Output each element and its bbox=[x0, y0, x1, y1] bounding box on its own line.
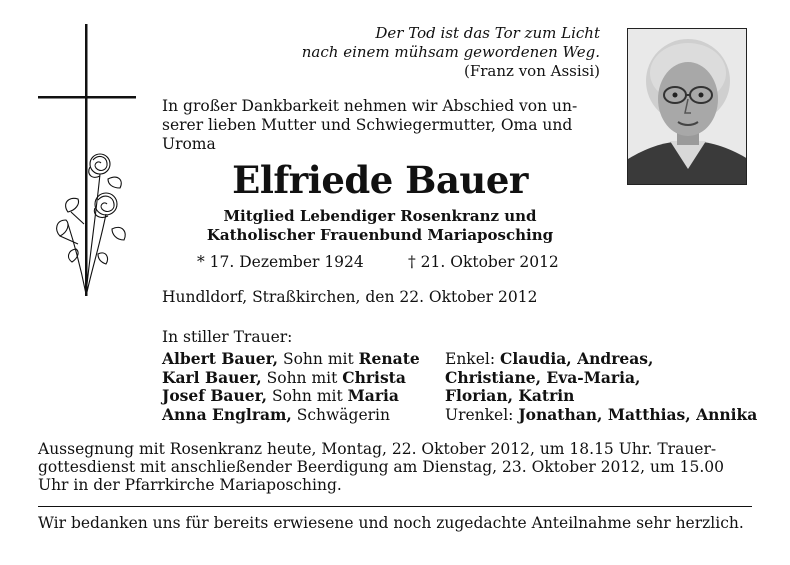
enkel-names: Claudia, Andreas, bbox=[499, 349, 654, 368]
death-date: † 21. Oktober 2012 bbox=[408, 253, 559, 271]
epigraph-quote bbox=[200, 24, 600, 81]
enkel-label: Enkel: bbox=[445, 350, 500, 368]
cross-with-roses-icon bbox=[38, 24, 158, 304]
intro-line-2: serer lieben Mutter und Schwiegermutter, Oma und bbox=[162, 116, 573, 134]
family-list-children bbox=[162, 350, 420, 424]
list-item bbox=[162, 369, 420, 388]
funeral-line-3: Uhr in der Pfarrkirche Mariaposching. bbox=[38, 476, 342, 494]
funeral-line-1: Aussegnung mit Rosenkranz heute, Montag, 22. Oktober 2012, um 18.15 Uhr. Trauer- bbox=[38, 440, 717, 458]
divider bbox=[38, 506, 752, 507]
list-item bbox=[445, 350, 757, 369]
list-item bbox=[445, 406, 757, 425]
family-list-grandchildren bbox=[445, 350, 757, 424]
family-relation: Sohn mit bbox=[278, 350, 359, 368]
urenkel-label: Urenkel: bbox=[445, 405, 519, 424]
membership-text bbox=[160, 207, 600, 245]
enkel-names: Florian, Katrin bbox=[445, 386, 575, 405]
family-partner: Renate bbox=[358, 349, 420, 368]
intro-text bbox=[162, 97, 602, 154]
family-relation: Sohn mit bbox=[261, 368, 343, 387]
list-item bbox=[162, 406, 420, 425]
family-name: Anna Englram, bbox=[162, 404, 292, 424]
membership-line-1: Mitglied Lebendiger Rosenkranz und bbox=[223, 207, 537, 225]
mourning-label: In stiller Trauer: bbox=[162, 328, 293, 346]
funeral-info bbox=[38, 440, 758, 494]
family-name: Albert Bauer, bbox=[162, 349, 279, 368]
quote-line-1: Der Tod ist das Tor zum Licht bbox=[375, 24, 600, 42]
family-name: Karl Bauer, bbox=[162, 367, 262, 387]
urenkel-names: Jonathan, Matthias, Annika bbox=[518, 404, 758, 424]
family-relation: Sohn mit bbox=[267, 387, 348, 405]
list-item bbox=[162, 387, 420, 406]
portrait-photo bbox=[627, 28, 747, 185]
thanks-text: Wir bedanken uns für bereits erwiesene und noch zugedachte Anteilnahme sehr herzlich. bbox=[38, 514, 744, 532]
intro-line-1: In großer Dankbarkeit nehmen wir Abschied von un- bbox=[162, 97, 578, 115]
family-partner: Christa bbox=[342, 367, 406, 387]
family-name: Josef Bauer, bbox=[162, 386, 268, 405]
family-partner: Maria bbox=[347, 386, 399, 405]
intro-line-3: Uroma bbox=[162, 135, 216, 153]
portrait-image-icon bbox=[628, 29, 747, 185]
family-relation: Schwägerin bbox=[291, 405, 390, 424]
list-item bbox=[445, 369, 757, 388]
list-item bbox=[162, 350, 420, 369]
place-and-date: Hundldorf, Straßkirchen, den 22. Oktober 2012 bbox=[162, 288, 538, 306]
birth-date: * 17. Dezember 1924 bbox=[197, 253, 364, 271]
membership-line-2: Katholischer Frauenbund Mariaposching bbox=[206, 226, 554, 244]
quote-author: (Franz von Assisi) bbox=[463, 62, 600, 80]
list-item bbox=[445, 387, 757, 406]
deceased-name: Elfriede Bauer bbox=[232, 158, 528, 202]
quote-line-2: nach einem mühsam gewordenen Weg. bbox=[301, 43, 600, 61]
enkel-names: Christiane, Eva-Maria, bbox=[445, 367, 641, 387]
funeral-line-2: gottesdienst mit anschließender Beerdigung am Dienstag, 23. Oktober 2012, um 15.00 bbox=[38, 458, 724, 476]
